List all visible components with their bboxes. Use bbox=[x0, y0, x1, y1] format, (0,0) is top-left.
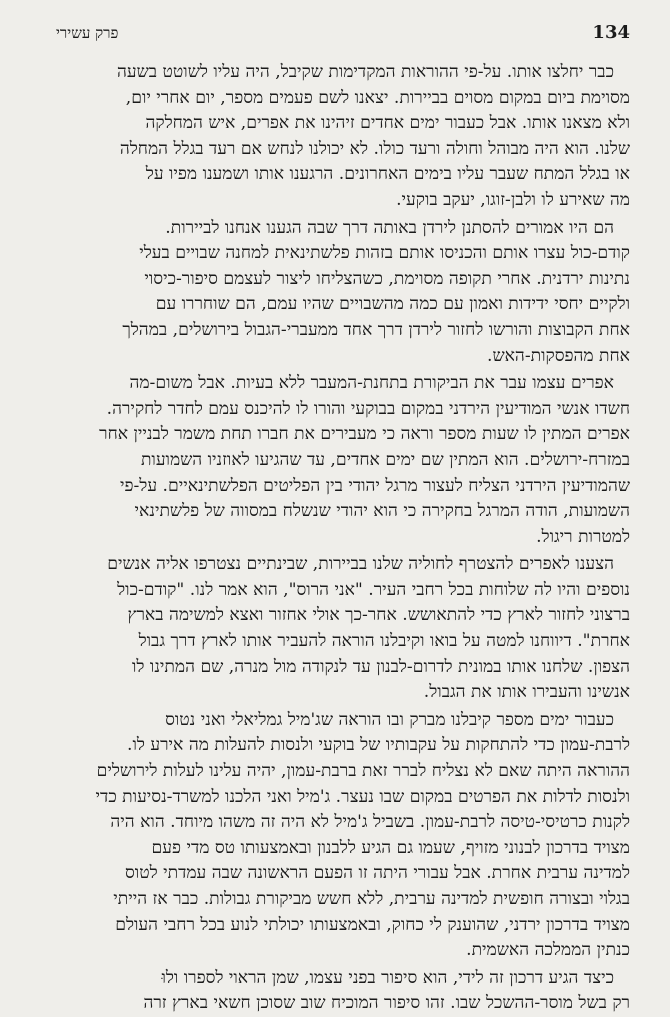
text-line: הם היו אמורים להסתנן לירדן באותה דרך שבה הגענו אנחנו לביירות. bbox=[165, 217, 614, 238]
text-line: כבר יחלצו אותו. על-פי ההוראות המקדימות שקיבל, היה עליו לשוטט בשעה bbox=[117, 62, 614, 82]
text-line: חשדו אנשי המודיעין הירדני במקום בבוקעי והורו לו להיכנס עמם לחדר לחקירה. bbox=[106, 398, 630, 419]
text-line: כיצד הגיע דרכון זה לידי, הוא סיפור בפני עצמו, שמן הראוי לספרו ולוּ bbox=[161, 967, 614, 988]
text-line: אפרים המתין לו שעות מספר וראה כי מעבירים את חברו תחת משמר לבניין אחר bbox=[99, 424, 630, 445]
text-line: במזרח-ירושלים. הוא המתין שם ימים אחדים, עד שהגיעו לאוזניו השמועות bbox=[140, 449, 630, 470]
text-line: בגלוי ובצורה חופשית למדינה ערבית, ללא חשש מביקורת גבולות. כבר אז הייתי bbox=[113, 889, 630, 909]
text-line: אנשינו והעבירו אותו את הגבול. bbox=[423, 682, 630, 703]
text-line: אפרים עצמו עבר את הביקורת בתחנת-המעבר ללא בעיות. אבל משום-מה bbox=[129, 373, 614, 394]
text-line: מצויד בדרכון לבנוני מזויף, שעמו גם הגיע ללבנון ובאמצעותו טס מדי פעם bbox=[151, 837, 630, 858]
text-line: קודם-כול עצרו אותם והכניסו אותם בזהות פלשתינאית למחנה שבויים בעלי bbox=[139, 243, 630, 264]
paragraph bbox=[56, 371, 630, 550]
paragraph bbox=[56, 708, 630, 964]
text-line: מסוימת ביום במקום מסוים בביירות. יצאנו לשם פעמים מספר, יום אחרי יום, bbox=[125, 87, 630, 108]
paragraph bbox=[56, 60, 630, 214]
text-line: כעבור ימים מספר קיבלנו מברק ובו הוראה שג'מיל גמליאלי ואני נטוס bbox=[165, 709, 614, 730]
text-line: כנתין הממלכה האשמית. bbox=[466, 940, 630, 961]
page-number: 134 bbox=[592, 22, 630, 43]
paragraph bbox=[56, 216, 630, 370]
text-line: נוספים והיו לה שלוחות בכל רחבי העיר. "אני הרוס", הוא אמר לנו. "קודם-כול bbox=[117, 579, 630, 600]
text-line: שהמודיעין הירדני הצליח לעצור מרגל יהודי בין הפליטים הפלשתינאיים. על-פי bbox=[119, 475, 630, 496]
text-line: אחת הקבוצות והורשו לחזור לירדן דרך אחד ממעברי-הגבול בירושלים, במהלך bbox=[122, 319, 630, 340]
text-line: ולקיים יחסי ידידות ואמון עם כמה מהשבויים שהיו עמם, הם שוחררו עם bbox=[155, 294, 630, 315]
text-line: אחרת". דיווחנו למטה על בואו וקיבלנו הוראה להעביר אותו לארץ דרך גבול bbox=[138, 631, 630, 652]
text-line: לקנות כרטיסי-טיסה לרבת-עמון. בשביל ג'מיל לא היה זה משהו מיוחד. הוא היה bbox=[110, 812, 630, 833]
text-line: למטרות ריגול. bbox=[536, 526, 630, 547]
text-line: הצפון. שלחנו אותו במונית לדרום-לבנון עד לנקודה מול מנרה, שם המתינו לו bbox=[132, 656, 630, 677]
chapter-title: פרק עשירי bbox=[56, 24, 119, 42]
paragraph bbox=[56, 966, 630, 1017]
text-line: הצענו לאפרים להצטרף לחוליה שלנו בביירות, שבינתיים נצטרפו אליה אנשים bbox=[107, 554, 614, 575]
text-line: השמועות, הודה המרגל בחקירה כי הוא יהודי שנשלח במסווה של פלשתינאי bbox=[134, 501, 630, 522]
text-line: ההוראה היתה שאם לא נצליח לברר זאת ברבת-עמון, יהיה עלינו לעלות לירושלים bbox=[96, 761, 630, 782]
text-line: ולנסות לדלות את הפרטים במקום שבו נעצר. ג'מיל ואני הלכנו למשרד-נסיעות כדי bbox=[95, 786, 630, 807]
body-text bbox=[56, 60, 630, 1017]
text-line: שלנו. הוא היה מבוהל וחולה ורעד כולו. לא יכולנו לנחש אם רעד בגלל המחלה bbox=[119, 138, 630, 159]
text-line: רק בשל מוסר-ההשכל שבו. זהו סיפור המוכיח שוב שסוכן חשאי בארץ זרה bbox=[143, 993, 630, 1014]
text-line: לרבת-עמון כדי להתחקות על עקבותיו של בוקעי ולנסות להעלות מה אירע לו. bbox=[127, 735, 630, 756]
text-line: מצויד בדרכון ירדני, שהוענק לי כחוק, ובאמצעותו יכולתי לנוע בכל רחבי העולם bbox=[115, 914, 630, 935]
text-line: ולא מצאנו אותו. אבל כעבור ימים אחדים זיהינו את אפרים, איש המחלקה bbox=[145, 113, 630, 134]
paragraph bbox=[56, 552, 630, 706]
text-line: או בגלל המתח שעבר עליו בימים האחרונים. הרגענו אותו ושמענו מפיו על bbox=[145, 164, 630, 185]
text-line: ברצוני לחזור לארץ כדי להתאושש. אחר-כך אולי אחזור ואצא למשימה בארץ bbox=[127, 605, 630, 626]
text-line: מה שאירע לו ולבן-זוגו, יעקב בוקעי. bbox=[396, 189, 630, 210]
text-line: למדינה ערבית אחרת. אבל עבורי היתה זו הפעם הראשונה שבה עמדתי לטוס bbox=[125, 863, 630, 884]
text-line: אחת מהפסקות-האש. bbox=[486, 345, 630, 366]
running-header bbox=[56, 22, 630, 60]
text-line: נתינות ירדנית. אחרי תקופה מסוימת, כשהצליחו ליצור לעצמם סיפור-כיסוי bbox=[144, 268, 630, 289]
